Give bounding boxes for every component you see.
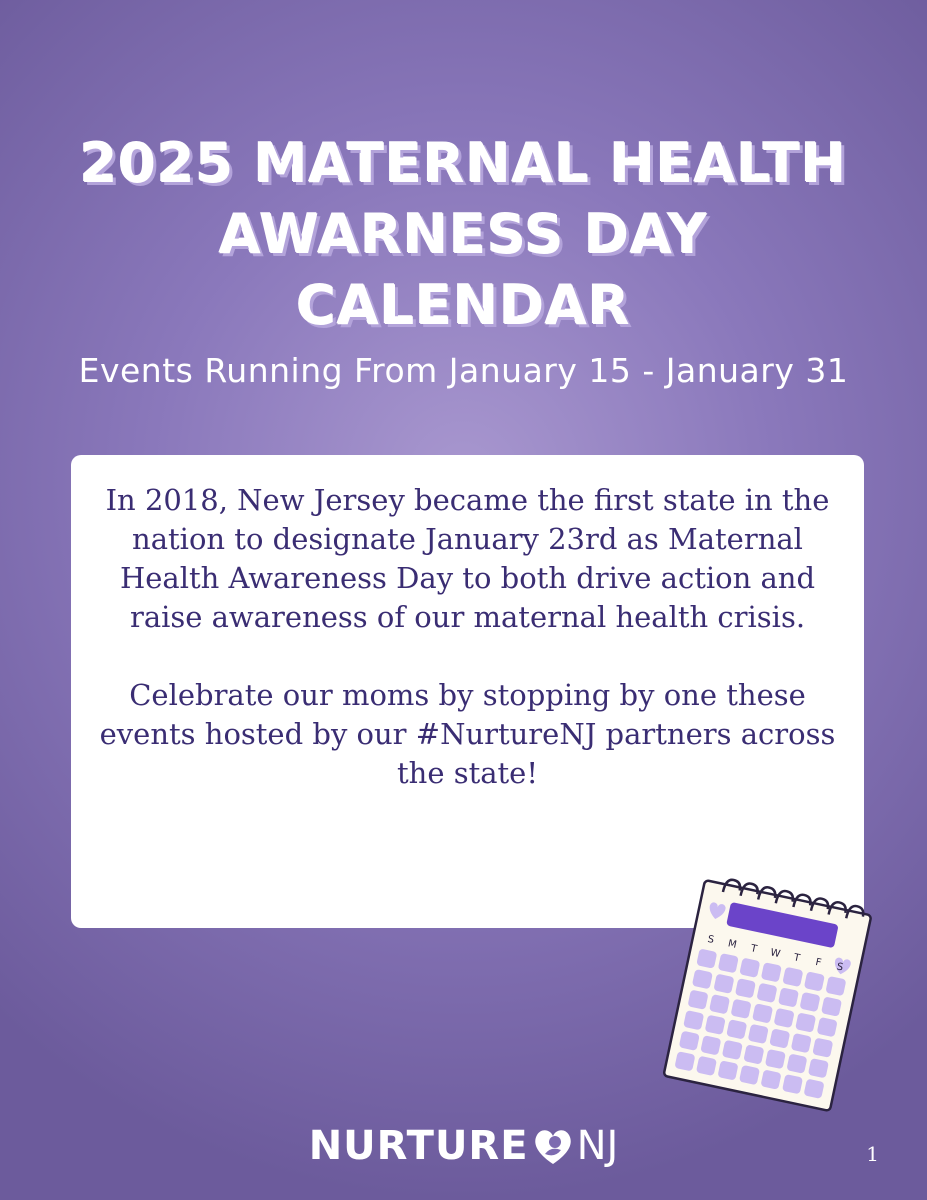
page-subtitle: Events Running From January 15 - January 31 <box>78 351 849 390</box>
weekday-f: F <box>814 956 823 969</box>
calendar-icon <box>655 868 885 1118</box>
weekday-w: W <box>769 947 782 961</box>
info-paragraph-history: In 2018, New Jersey became the first state in the nation to designate January 23rd as Maternal Health Awareness Day to both drive action and raise awareness of our maternal health crisis. <box>105 483 830 634</box>
weekday-m: M <box>726 938 738 951</box>
page-title <box>0 128 927 341</box>
weekday-s2: S <box>835 961 845 974</box>
logo-text-nj: NJ <box>576 1123 619 1169</box>
weekday-t2: T <box>792 952 801 965</box>
weekday-t1: T <box>749 943 758 956</box>
nurture-nj-logo <box>0 1123 927 1169</box>
logo-text-nurture: NURTURE <box>308 1123 529 1169</box>
title-line-1: 2025 MATERNAL HEALTH <box>79 132 848 195</box>
weekday-s1: S <box>706 933 715 947</box>
title-line-3: CALENDAR <box>296 274 631 337</box>
title-line-2: AWARNESS DAY <box>219 203 708 266</box>
page-number: 1 <box>866 1142 879 1166</box>
info-paragraph-invite: Celebrate our moms by stopping by one these events hosted by our #NurtureNJ partners across the state! <box>99 678 836 790</box>
heart-mother-baby-icon <box>531 1124 575 1168</box>
info-card <box>71 455 864 928</box>
